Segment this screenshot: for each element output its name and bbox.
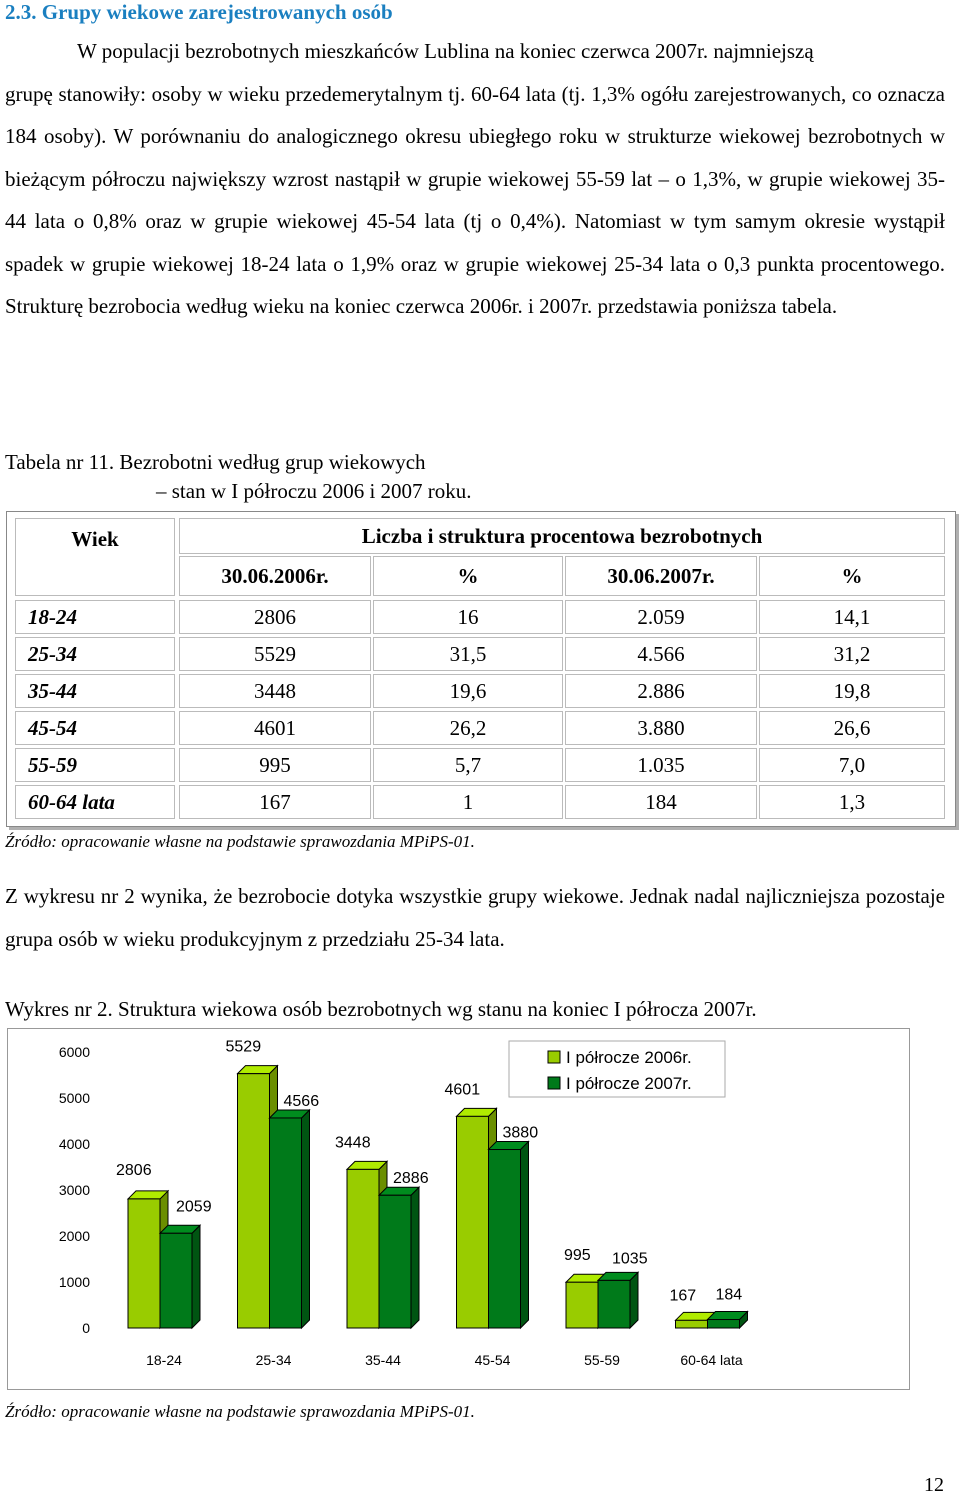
table-cell: 4.566	[565, 637, 757, 671]
table-row-label: 55-59	[15, 748, 175, 782]
bar	[489, 1150, 521, 1328]
table-row-label: 35-44	[15, 674, 175, 708]
section-heading: 2.3. Grupy wiekowe zarejestrowanych osób	[5, 0, 393, 24]
legend-swatch	[548, 1051, 560, 1063]
chart-source: Źródło: opracowanie własne na podstawie sprawozdania MPiPS-01.	[5, 1402, 475, 1421]
table-cell: 7,0	[759, 748, 945, 782]
chart-caption: Wykres nr 2. Struktura wiekowa osób bezrobotnych wg stanu na koniec I półrocza 2007r.	[5, 997, 757, 1021]
table-cell: 26,6	[759, 711, 945, 745]
x-tick-label: 25-34	[255, 1352, 292, 1368]
bar	[598, 1280, 630, 1328]
subheader-pct-2007: %	[759, 556, 945, 596]
data-label: 2886	[393, 1170, 429, 1188]
intro-first-line: W populacji bezrobotnych mieszkańców Lublina na koniec czerwca 2007r. najmniejszą	[77, 39, 814, 63]
y-tick-label: 5000	[58, 1090, 90, 1106]
legend-label: I półrocze 2006r.	[566, 1048, 692, 1067]
x-tick-label: 60-64 lata	[680, 1352, 743, 1368]
subheader-2007: 30.06.2007r.	[565, 556, 757, 596]
legend-label: I półrocze 2007r.	[566, 1074, 692, 1093]
table-cell: 26,2	[373, 711, 563, 745]
bar	[160, 1233, 192, 1328]
table-row-label: 25-34	[15, 637, 175, 671]
data-label: 2806	[116, 1161, 152, 1179]
bar	[708, 1320, 740, 1328]
legend-swatch	[548, 1077, 560, 1089]
data-label: 4601	[444, 1081, 481, 1099]
page-number: 12	[924, 1474, 944, 1496]
table-cell: 184	[565, 785, 757, 819]
age-table	[6, 511, 956, 827]
table-cell: 5529	[179, 637, 371, 671]
bar	[128, 1199, 160, 1328]
y-tick-label: 4000	[58, 1136, 90, 1152]
bar	[566, 1282, 598, 1328]
x-tick-label: 18-24	[146, 1352, 182, 1368]
bar	[347, 1169, 379, 1328]
data-label: 3880	[502, 1124, 539, 1142]
bar-side	[302, 1110, 310, 1328]
data-label: 995	[564, 1247, 591, 1265]
y-tick-label: 1000	[58, 1274, 90, 1290]
data-label: 4566	[283, 1092, 320, 1110]
table-cell: 4601	[179, 711, 371, 745]
bar-side	[411, 1187, 419, 1328]
bar	[238, 1074, 270, 1328]
bar-side	[630, 1272, 638, 1328]
data-label: 3448	[335, 1134, 371, 1152]
table-cell: 19,8	[759, 674, 945, 708]
table-row-label: 18-24	[15, 600, 175, 634]
table-cell: 16	[373, 600, 563, 634]
chart-intro-paragraph: Z wykresu nr 2 wynika, że bezrobocie dotyka wszystkie grupy wiekowe. Jednak nadal najliczniejsza pozostaje grupa osób w wieku produkcyjnym z przedziału 25-34 lata.	[5, 884, 945, 951]
table-cell: 5,7	[373, 748, 563, 782]
x-tick-label: 35-44	[365, 1352, 401, 1368]
x-tick-label: 45-54	[474, 1352, 511, 1368]
header-wiek: Wiek	[15, 518, 175, 596]
table-caption-line1: Tabela nr 11. Bezrobotni według grup wiekowych	[5, 450, 426, 474]
table-cell: 2.059	[565, 600, 757, 634]
table-cell: 31,2	[759, 637, 945, 671]
bar	[457, 1116, 489, 1328]
intro-paragraph	[5, 30, 945, 328]
bar-side	[192, 1225, 200, 1328]
y-tick-label: 2000	[58, 1228, 90, 1244]
table-cell: 31,5	[373, 637, 563, 671]
data-label: 184	[715, 1286, 743, 1304]
y-tick-label: 3000	[58, 1182, 90, 1198]
x-tick-label: 55-59	[584, 1352, 620, 1368]
y-tick-label: 6000	[58, 1044, 90, 1060]
table-cell: 14,1	[759, 600, 945, 634]
table-cell: 167	[179, 785, 371, 819]
table-caption-line2: – stan w I półroczu 2006 i 2007 roku.	[156, 479, 472, 503]
table-row-label: 45-54	[15, 711, 175, 745]
data-label: 1035	[612, 1250, 648, 1268]
data-label: 5529	[225, 1038, 262, 1056]
bar	[676, 1320, 708, 1328]
table-cell: 1.035	[565, 748, 757, 782]
subheader-2006: 30.06.2006r.	[179, 556, 371, 596]
data-label: 2059	[176, 1198, 212, 1216]
bar	[270, 1118, 302, 1328]
table-row-label: 60-64 lata	[15, 785, 175, 819]
intro-rest: grupę stanowiły: osoby w wieku przedemerytalnym tj. 60-64 lata (tj. 1,3% ogółu zarejestrowanych, co oznacza 184 osoby). W porównaniu do analogicznego okresu ubiegłego roku w strukturze wiekowej bezrobotnych w bieżącym półroczu największy wzrost nastąpił w grupie wiekowej 55-59 lat – o 1,3%, w grupie wiekowej 35-44 lata o 0,8% oraz w grupie wiekowej 45-54 lata (tj o 0,4%). Natomiast w tym samym okresie wystąpił spadek w grupie wiekowej 18-24 lata o 1,9% oraz w grupie wiekowej 25-34 lata o 0,3 punkta procentowego. Strukturę bezrobocia według wieku na koniec czerwca 2006r. i 2007r. przedstawia poniższa tabela.	[5, 81, 945, 318]
chart-frame	[7, 1028, 910, 1390]
bar	[379, 1195, 411, 1328]
bar-side	[521, 1142, 529, 1328]
table-cell: 3448	[179, 674, 371, 708]
table-cell: 2806	[179, 600, 371, 634]
table-cell: 19,6	[373, 674, 563, 708]
table-cell: 1,3	[759, 785, 945, 819]
age-bar-chart	[8, 1029, 909, 1389]
table-cell: 995	[179, 748, 371, 782]
header-group: Liczba i struktura procentowa bezrobotnych	[179, 518, 945, 554]
table-cell: 2.886	[565, 674, 757, 708]
table-cell: 1	[373, 785, 563, 819]
y-tick-label: 0	[82, 1320, 90, 1336]
subheader-pct-2006: %	[373, 556, 563, 596]
table-cell: 3.880	[565, 711, 757, 745]
data-label: 167	[669, 1287, 697, 1305]
table-source: Źródło: opracowanie własne na podstawie sprawozdania MPiPS-01.	[5, 832, 475, 851]
